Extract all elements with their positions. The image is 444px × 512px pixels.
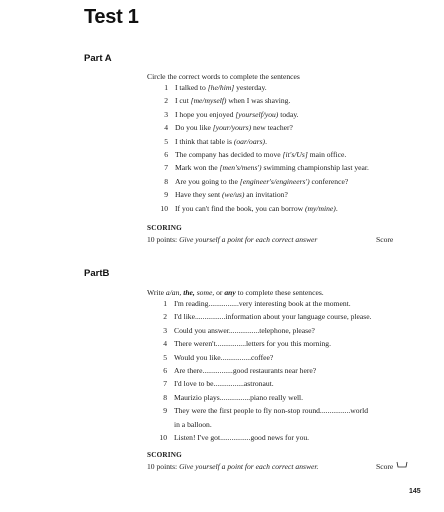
item-number: 2 <box>163 312 167 322</box>
item-text: Mark won the [men's/mens') swimming championship last year. <box>175 163 369 173</box>
part-a-scoring-text: 10 points: Give yourself a point for each correct answer <box>147 235 318 244</box>
item-text: I cut [me/myself) when I was shaving. <box>175 96 291 106</box>
item-number: 3 <box>163 325 167 335</box>
item-number: 7 <box>163 379 167 389</box>
item-number: 5 <box>164 136 168 146</box>
item-number: 1 <box>163 299 167 308</box>
item-text: They were the first people to fly non-stop round................world <box>174 406 369 416</box>
item-text: Have they sent (we/us) an invitation? <box>175 190 288 200</box>
item-number: 6 <box>163 365 167 375</box>
part-a-instruction: Circle the correct words to complete the sentences <box>147 72 300 81</box>
item-number: 1 <box>164 83 168 92</box>
item-text: I'd love to be................astronaut. <box>174 379 274 389</box>
item-number: 4 <box>164 123 168 133</box>
item-text: I think that table is (oar/oars). <box>175 136 267 146</box>
item-number: 8 <box>163 392 167 402</box>
page-title: Test 1 <box>84 6 139 28</box>
item-text: I hope you enjoyed [yourself/you) today. <box>175 109 299 119</box>
item-text: The company has decided to move [it's/Us] main office. <box>175 149 347 159</box>
part-a-score-label: Score <box>376 235 394 244</box>
item-text: I'd like................information about your language course, please. <box>174 312 372 322</box>
item-number: 10 <box>159 432 167 442</box>
item-text: If you can't find the book, you can borrow (my/mine). <box>175 203 338 213</box>
item-number: 5 <box>163 352 167 362</box>
part-b-scoring-text: 10 points: Give yourself a point for each correct answer. <box>147 462 319 471</box>
item-number: 8 <box>164 176 168 186</box>
item-text: Maurizio plays................piano really well. <box>174 392 304 402</box>
part-b-scoring-label: SCORING <box>147 451 182 459</box>
item-text: There weren't................letters for you this morning. <box>174 339 332 349</box>
part-a-scoring-label: SCORING <box>147 224 182 232</box>
part-b-instruction: Write a/an, the, some, or any to complete these sentences. <box>147 288 324 297</box>
item-text: Are you going to the [engineer's/engineers') conference? <box>175 176 349 186</box>
item-number: 10 <box>160 203 168 213</box>
item-9-continuation: in a balloon. <box>174 420 212 429</box>
item-number: 9 <box>164 190 168 200</box>
item-text: Could you answer................telephone, please? <box>174 325 315 335</box>
item-number: 4 <box>163 339 167 349</box>
item-text: Do you like [your/yours) new teacher? <box>175 123 293 133</box>
part-b-score-label: Score <box>376 462 394 471</box>
item-text: Would you like................coffee? <box>174 352 274 362</box>
item-number: 9 <box>163 406 167 416</box>
item-number: 7 <box>164 163 168 173</box>
score-box-mark <box>396 461 408 469</box>
item-text: Are there................good restaurants near here? <box>174 365 317 375</box>
item-number: 2 <box>164 96 168 106</box>
item-text: Listen! I've got................good news for you. <box>174 432 310 442</box>
item-number: 6 <box>164 149 168 159</box>
item-text: I talked to [he/him] yesterday. <box>175 83 267 92</box>
page-number: 145 <box>409 488 421 495</box>
item-number: 3 <box>164 109 168 119</box>
part-b-heading: PartB <box>84 268 110 279</box>
part-a-heading: Part A <box>84 53 112 64</box>
item-text: I'm reading................very interesting book at the moment. <box>174 299 351 308</box>
